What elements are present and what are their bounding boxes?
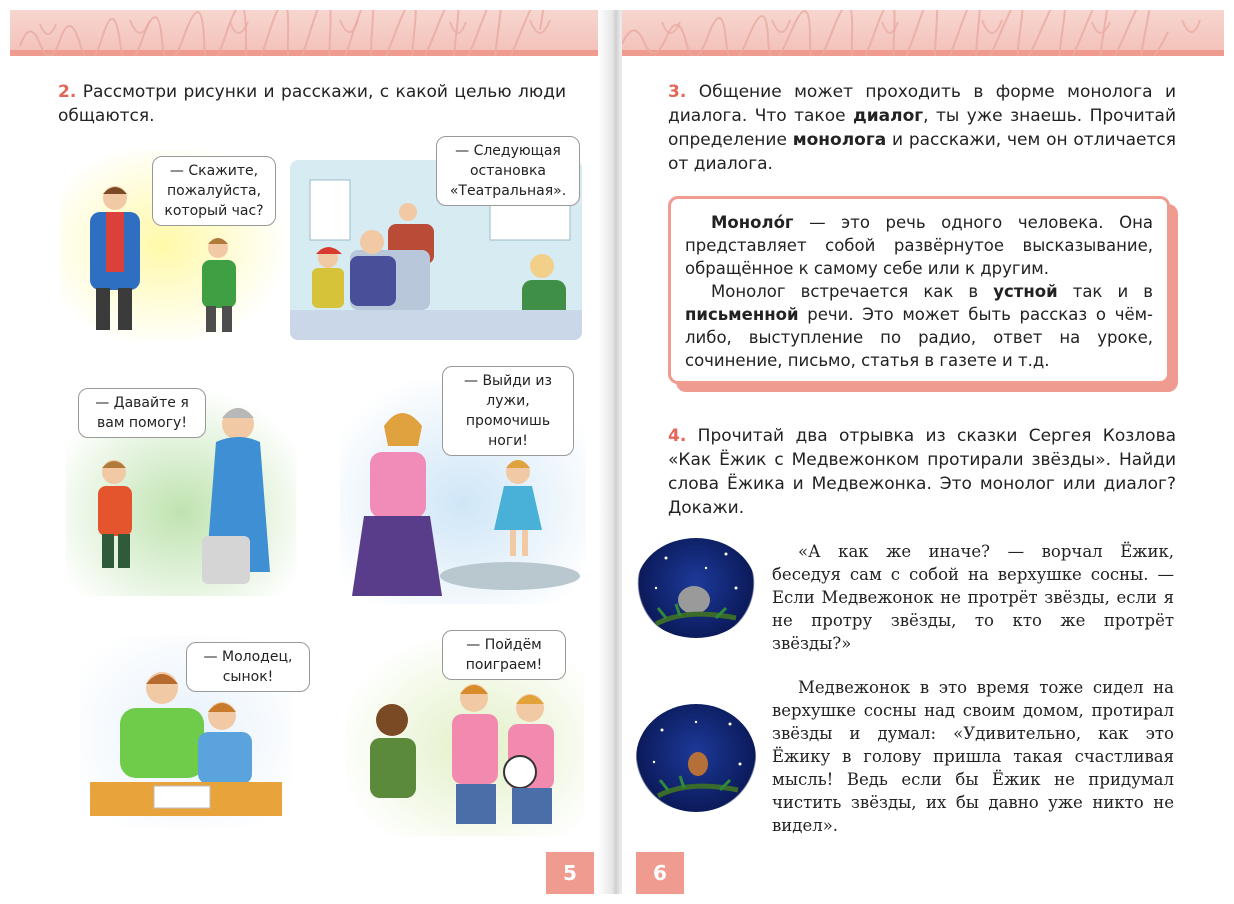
page-number-left: 5 <box>546 852 594 894</box>
task-2-number: 2. <box>58 82 77 102</box>
task-3-number: 3. <box>668 82 687 102</box>
bear-drawing <box>636 704 756 812</box>
cursive-pattern <box>10 10 610 56</box>
speech-bubble-6: — Пойдём поиграем! <box>442 630 566 680</box>
left-page <box>10 10 610 894</box>
story-excerpt-1: «А как же иначе? — ворчал Ёжик, беседуя сам с собой на верхушке сосны. — Если Медвежонок не протрёт звёзды, если я не протру звёзды, то кто же протрёт звёзды?» <box>772 542 1174 653</box>
speech-bubble-4: — Выйди из лужи, промочишь ноги! <box>442 366 574 456</box>
speech-bubble-2: — Следующая остановка «Театральная». <box>436 136 580 206</box>
right-page <box>622 10 1224 894</box>
speech-bubble-5: — Молодец, сынок! <box>186 642 310 692</box>
monologue-definition-box <box>668 196 1170 384</box>
task-4-number: 4. <box>668 426 687 446</box>
bear-night-illustration <box>636 704 756 812</box>
cursive-header-band <box>622 10 1224 56</box>
task-2-text: 2. Рассмотри рисунки и расскажи, с какой целью люди общаются. <box>58 82 566 126</box>
cursive-header-band <box>10 10 610 56</box>
speech-bubble-1: — Скажите, пожалуйста, который час? <box>152 156 276 226</box>
hedgehog-night-illustration <box>636 538 756 638</box>
definition-paragraph-2: Монолог встречается как в устной так и в письменной речи. Это может быть рассказ о чём-либо, выступление по радио, ответ на уроке, сочинение, письмо, статья в газете и т.д. <box>685 282 1153 370</box>
definition-paragraph-1: Моноло́г — это речь одного человека. Она представляет собой развёрнутое высказывание, обращённое к самому себе или к другим. <box>685 213 1153 278</box>
cursive-pattern <box>622 10 1224 56</box>
story-excerpt-2: Медвежонок в это время тоже сидел на верхушке сосны над своим домом, протирал звёзды и думал: «Удивительно, как это Ёжику в голову пришла такая счастливая мысль! Ведь если бы Ёжик не придумал чистить звёзды, их бы давно уже никто не видел». <box>772 678 1174 835</box>
page-number-right: 6 <box>636 852 684 894</box>
task-3-text: 3. Общение может проходить в форме монолога и диалога. Что такое диалог, ты уже знаешь. Прочитай определение монолога и расскажи, чем он отличается от диалога. <box>668 82 1177 174</box>
speech-bubble-3: — Давайте я вам помогу! <box>78 388 206 438</box>
hedgehog-drawing <box>636 538 756 638</box>
task-4-text: 4. Прочитай два отрывка из сказки Сергея Козлова «Как Ёжик с Медвежонком протирали звёзды». Найди слова Ёжика и Медвежонка. Это монолог или диалог? Докажи. <box>668 426 1177 518</box>
